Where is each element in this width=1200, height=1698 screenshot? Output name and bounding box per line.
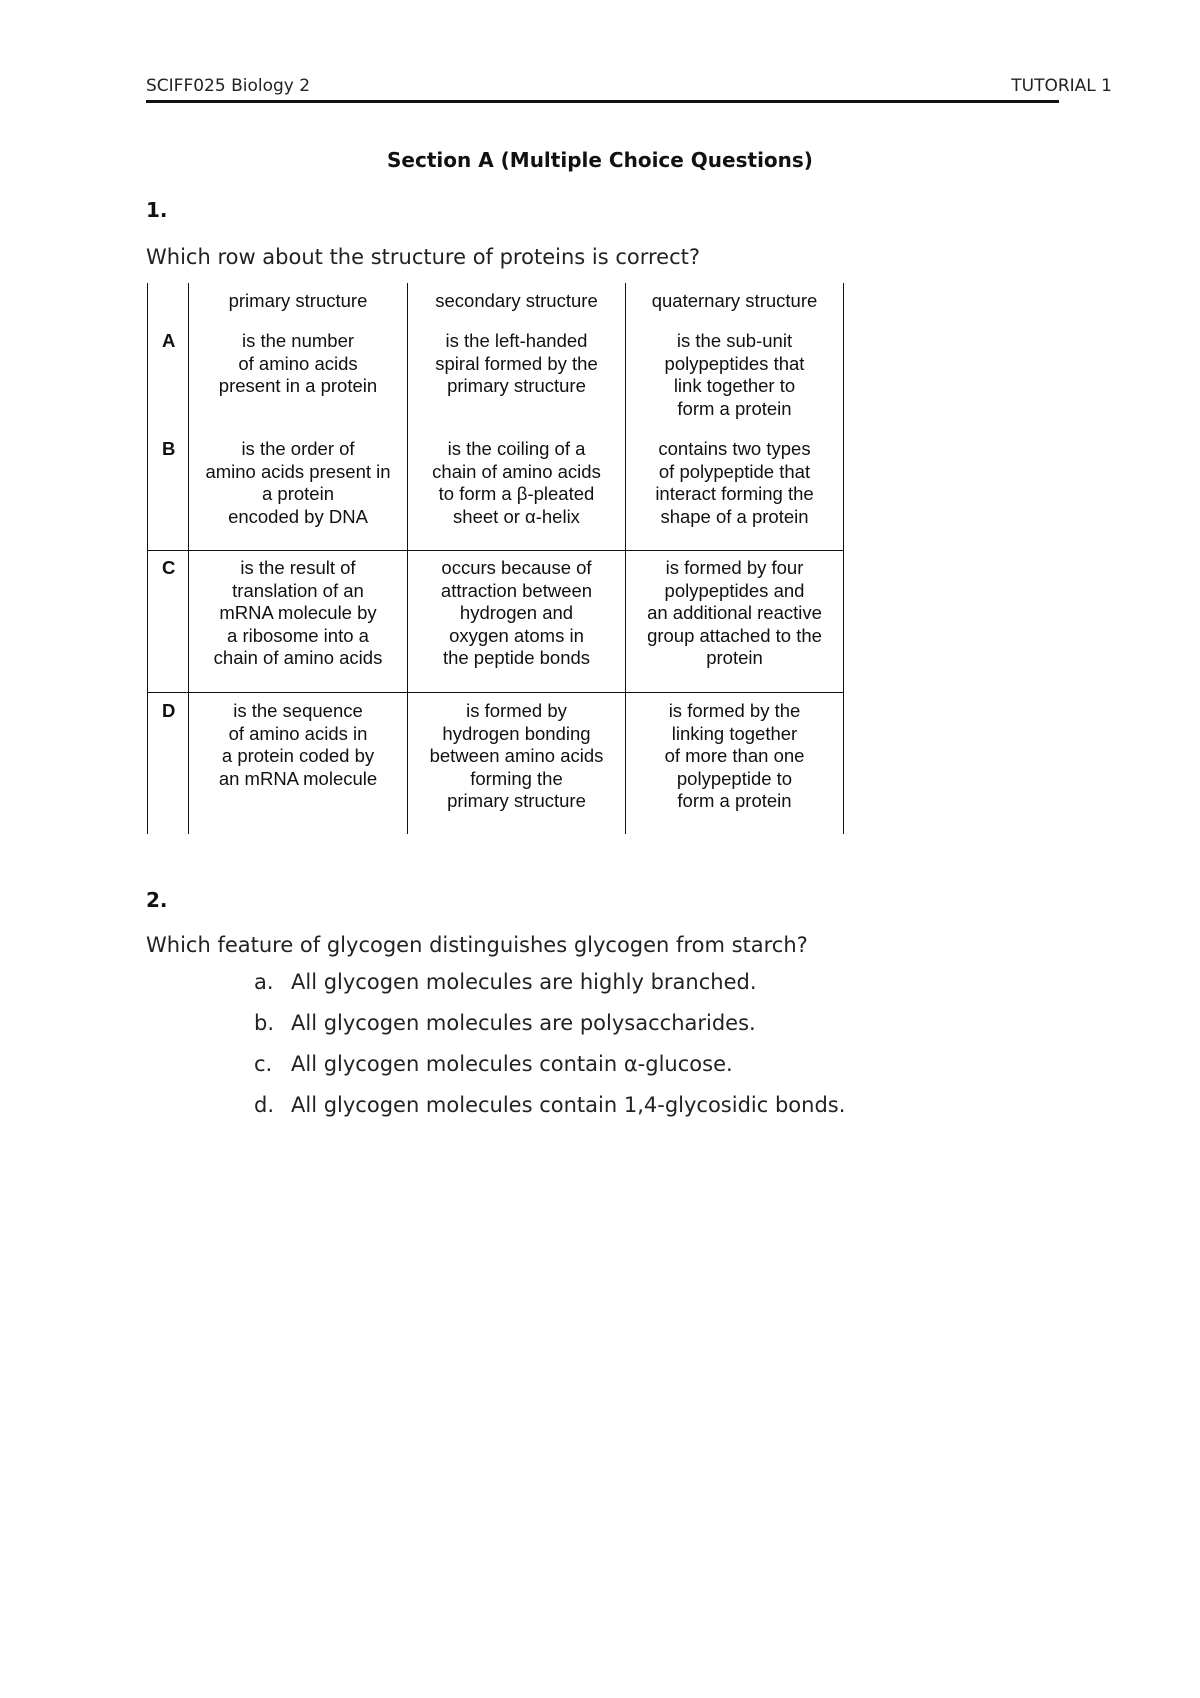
table-cell: is the order of amino acids present in a protein encoded by DNA	[205, 438, 391, 527]
section-title: Section A (Multiple Choice Questions)	[387, 148, 813, 172]
option-text: All glycogen molecules are polysaccharides.	[291, 1011, 756, 1035]
table-cell: is formed by four polypeptides and an additional reactive group attached to the protein	[647, 557, 822, 668]
question-2-text: Which feature of glycogen distinguishes glycogen from starch?	[146, 933, 808, 957]
option-a[interactable]	[254, 970, 845, 1011]
column-header-secondary: secondary structure	[408, 283, 626, 329]
row-label: A	[148, 329, 189, 437]
option-letter: c.	[254, 1052, 273, 1076]
row-label: D	[148, 693, 189, 835]
table-cell: is the left-handed spiral formed by the primary structure	[435, 330, 598, 396]
question-2-number: 2.	[146, 888, 168, 912]
row-label: C	[148, 551, 189, 693]
protein-structure-table	[147, 283, 844, 834]
table-cell: is the result of translation of an mRNA molecule by a ribosome into a chain of amino acids	[213, 557, 383, 668]
option-b[interactable]	[254, 1011, 845, 1052]
table-cell: occurs because of attraction between hydrogen and oxygen atoms in the peptide bonds	[440, 557, 593, 668]
table-row	[148, 329, 844, 437]
header-rule	[146, 100, 1059, 103]
column-header-quaternary: quaternary structure	[626, 283, 844, 329]
option-text: All glycogen molecules contain 1,4-glycosidic bonds.	[291, 1093, 846, 1117]
table-cell: is formed by hydrogen bonding between amino acids forming the primary structure	[429, 700, 604, 811]
question-1-number: 1.	[146, 198, 168, 222]
table-row	[148, 551, 844, 693]
column-header-primary: primary structure	[189, 283, 408, 329]
table-cell: is formed by the linking together of more than one polypeptide to form a protein	[664, 700, 805, 811]
table-cell: is the number of amino acids present in a protein	[218, 330, 378, 396]
table-cell: contains two types of polypeptide that interact forming the shape of a protein	[655, 438, 814, 527]
option-text: All glycogen molecules are highly branched.	[291, 970, 757, 994]
table-row	[148, 693, 844, 835]
option-text: All glycogen molecules contain α-glucose.	[291, 1052, 733, 1076]
table-cell: is the coiling of a chain of amino acids to form a β-pleated sheet or α-helix	[432, 438, 601, 527]
table-row	[148, 437, 844, 551]
option-letter: d.	[254, 1093, 275, 1117]
option-c[interactable]	[254, 1052, 845, 1093]
question-1-text: Which row about the structure of proteins is correct?	[146, 245, 700, 269]
question-2-options	[254, 970, 845, 1134]
option-d[interactable]	[254, 1093, 845, 1134]
tutorial-label: TUTORIAL 1	[1011, 76, 1112, 96]
table-cell: is the sequence of amino acids in a protein coded by an mRNA molecule	[218, 700, 378, 789]
row-label: B	[148, 437, 189, 551]
table-cell: is the sub-unit polypeptides that link together to form a protein	[664, 330, 805, 419]
course-title: SCIFF025 Biology 2	[146, 76, 311, 96]
corner-cell	[148, 283, 189, 329]
option-letter: b.	[254, 1011, 275, 1035]
table-header-row	[148, 283, 844, 329]
option-letter: a.	[254, 970, 274, 994]
